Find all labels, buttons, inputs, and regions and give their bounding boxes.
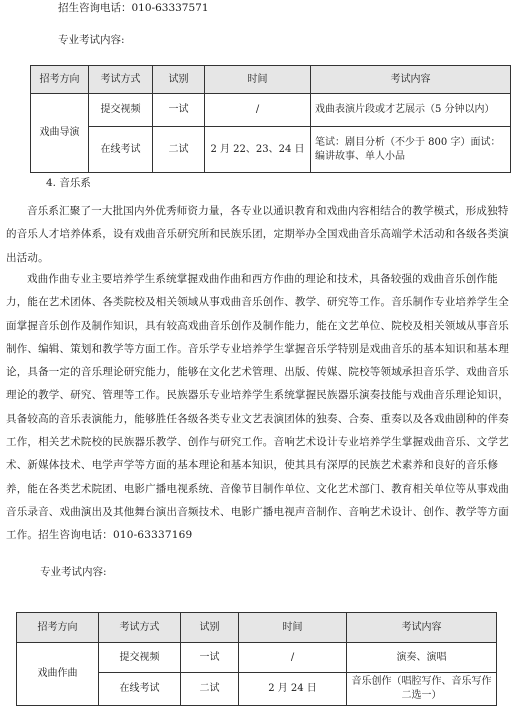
direction-cell: 戏曲导演 bbox=[31, 94, 89, 173]
content-cell: 音乐创作（唱腔写作、音乐写作二选一） bbox=[347, 673, 497, 706]
time-cell: / bbox=[205, 94, 311, 127]
paragraph-majors-text: 戏曲作曲专业主要培养学生系统掌握戏曲作曲和西方作曲的理论和技术，具备较强的戏曲音乐创作能力，能在艺术团体、各类院校及相关领域从事戏曲音乐创作、教学、研究等工作。音乐制作专业培养学生全面掌握音乐创作及制作知识，具有较高戏曲音乐创作及制作能力，能在文艺单位、院校及相关领域从事音乐制作、编辑、策划和教学等方面工作。音乐学专业培养学生掌握音乐学特别是戏曲音乐的基本知识和基本理论，具备一定的音乐理论研究能力，能够在文化艺术管理、出版、传媒、院校等领域承担音乐学、戏曲音乐理论的教学、研究、管理等工作。民族器乐专业培养学生系统掌握民族器乐演奏技能与戏曲音乐理论知识，具备较高的音乐表演能力，能够胜任各级各类专业文艺表演团体的独奏、合奏、重奏以及各戏曲剧种的伴奏工作，相关艺术院校的民族器乐教学、创作与研究工作。音响艺术设计专业培养学生掌握戏曲音乐、文学艺术、新媒体技术、电学声学等方面的基本理论和基本知识，使其具有深厚的民族艺术素养和良好的音乐修养，能在各类艺术院团、电影广播电视系统、音像节目制作单位、文化艺术部门、教育相关单位等从事戏曲音乐录音、戏曲演出及其他舞台演出音频技术、电影广播电视声音制作、音响艺术设计、创作、教学等方面工作。招生咨询电话：010-63337169 bbox=[6, 273, 509, 542]
header-round: 试别 bbox=[181, 613, 239, 643]
subject-title-1: 专业考试内容: bbox=[58, 34, 125, 46]
table-header-row bbox=[17, 613, 497, 643]
method-cell: 在线考试 bbox=[99, 673, 181, 706]
paragraph-intro bbox=[6, 200, 516, 270]
header-content: 考试内容 bbox=[311, 66, 511, 94]
header-round: 试别 bbox=[153, 66, 205, 94]
header-time: 时间 bbox=[239, 613, 347, 643]
method-cell: 提交视频 bbox=[89, 94, 153, 127]
round-cell: 二试 bbox=[181, 673, 239, 706]
subject-title-2: 专业考试内容: bbox=[40, 566, 107, 578]
table-header-row bbox=[31, 66, 511, 94]
section-heading: 4. 音乐系 bbox=[46, 177, 91, 189]
header-method: 考试方式 bbox=[89, 66, 153, 94]
table-row bbox=[31, 94, 511, 127]
header-direction: 招考方向 bbox=[31, 66, 89, 94]
method-cell: 提交视频 bbox=[99, 643, 181, 673]
content-cell: 笔试：剧目分析（不少于 800 字）面试：编讲故事、单人小品 bbox=[311, 127, 511, 173]
paragraph-majors bbox=[6, 268, 516, 548]
round-cell: 二试 bbox=[153, 127, 205, 173]
exam-table-directing bbox=[30, 65, 511, 173]
time-cell: 2 月 24 日 bbox=[239, 673, 347, 706]
header-method: 考试方式 bbox=[99, 613, 181, 643]
header-direction: 招考方向 bbox=[17, 613, 99, 643]
exam-table-composition bbox=[16, 612, 497, 706]
header-content: 考试内容 bbox=[347, 613, 497, 643]
table-row bbox=[17, 643, 497, 673]
time-cell: 2 月 22、23、24 日 bbox=[205, 127, 311, 173]
content-cell: 戏曲表演片段或才艺展示（5 分钟以内） bbox=[311, 94, 511, 127]
header-time: 时间 bbox=[205, 66, 311, 94]
table-row bbox=[31, 127, 511, 173]
phone-line-top: 招生咨询电话：010-63337571 bbox=[58, 2, 209, 14]
paragraph-intro-text: 音乐系汇聚了一大批国内外优秀师资力量，各专业以通识教育和戏曲内容相结合的教学模式，形成独特的音乐人才培养体系，设有戏曲音乐研究所和民族乐团，定期举办全国戏曲音乐高端学术活动和各级各类演出活动。 bbox=[6, 205, 509, 264]
method-cell: 在线考试 bbox=[89, 127, 153, 173]
content-cell: 演奏、演唱 bbox=[347, 643, 497, 673]
round-cell: 一试 bbox=[153, 94, 205, 127]
direction-cell: 戏曲作曲 bbox=[17, 643, 99, 706]
round-cell: 一试 bbox=[181, 643, 239, 673]
time-cell: / bbox=[239, 643, 347, 673]
